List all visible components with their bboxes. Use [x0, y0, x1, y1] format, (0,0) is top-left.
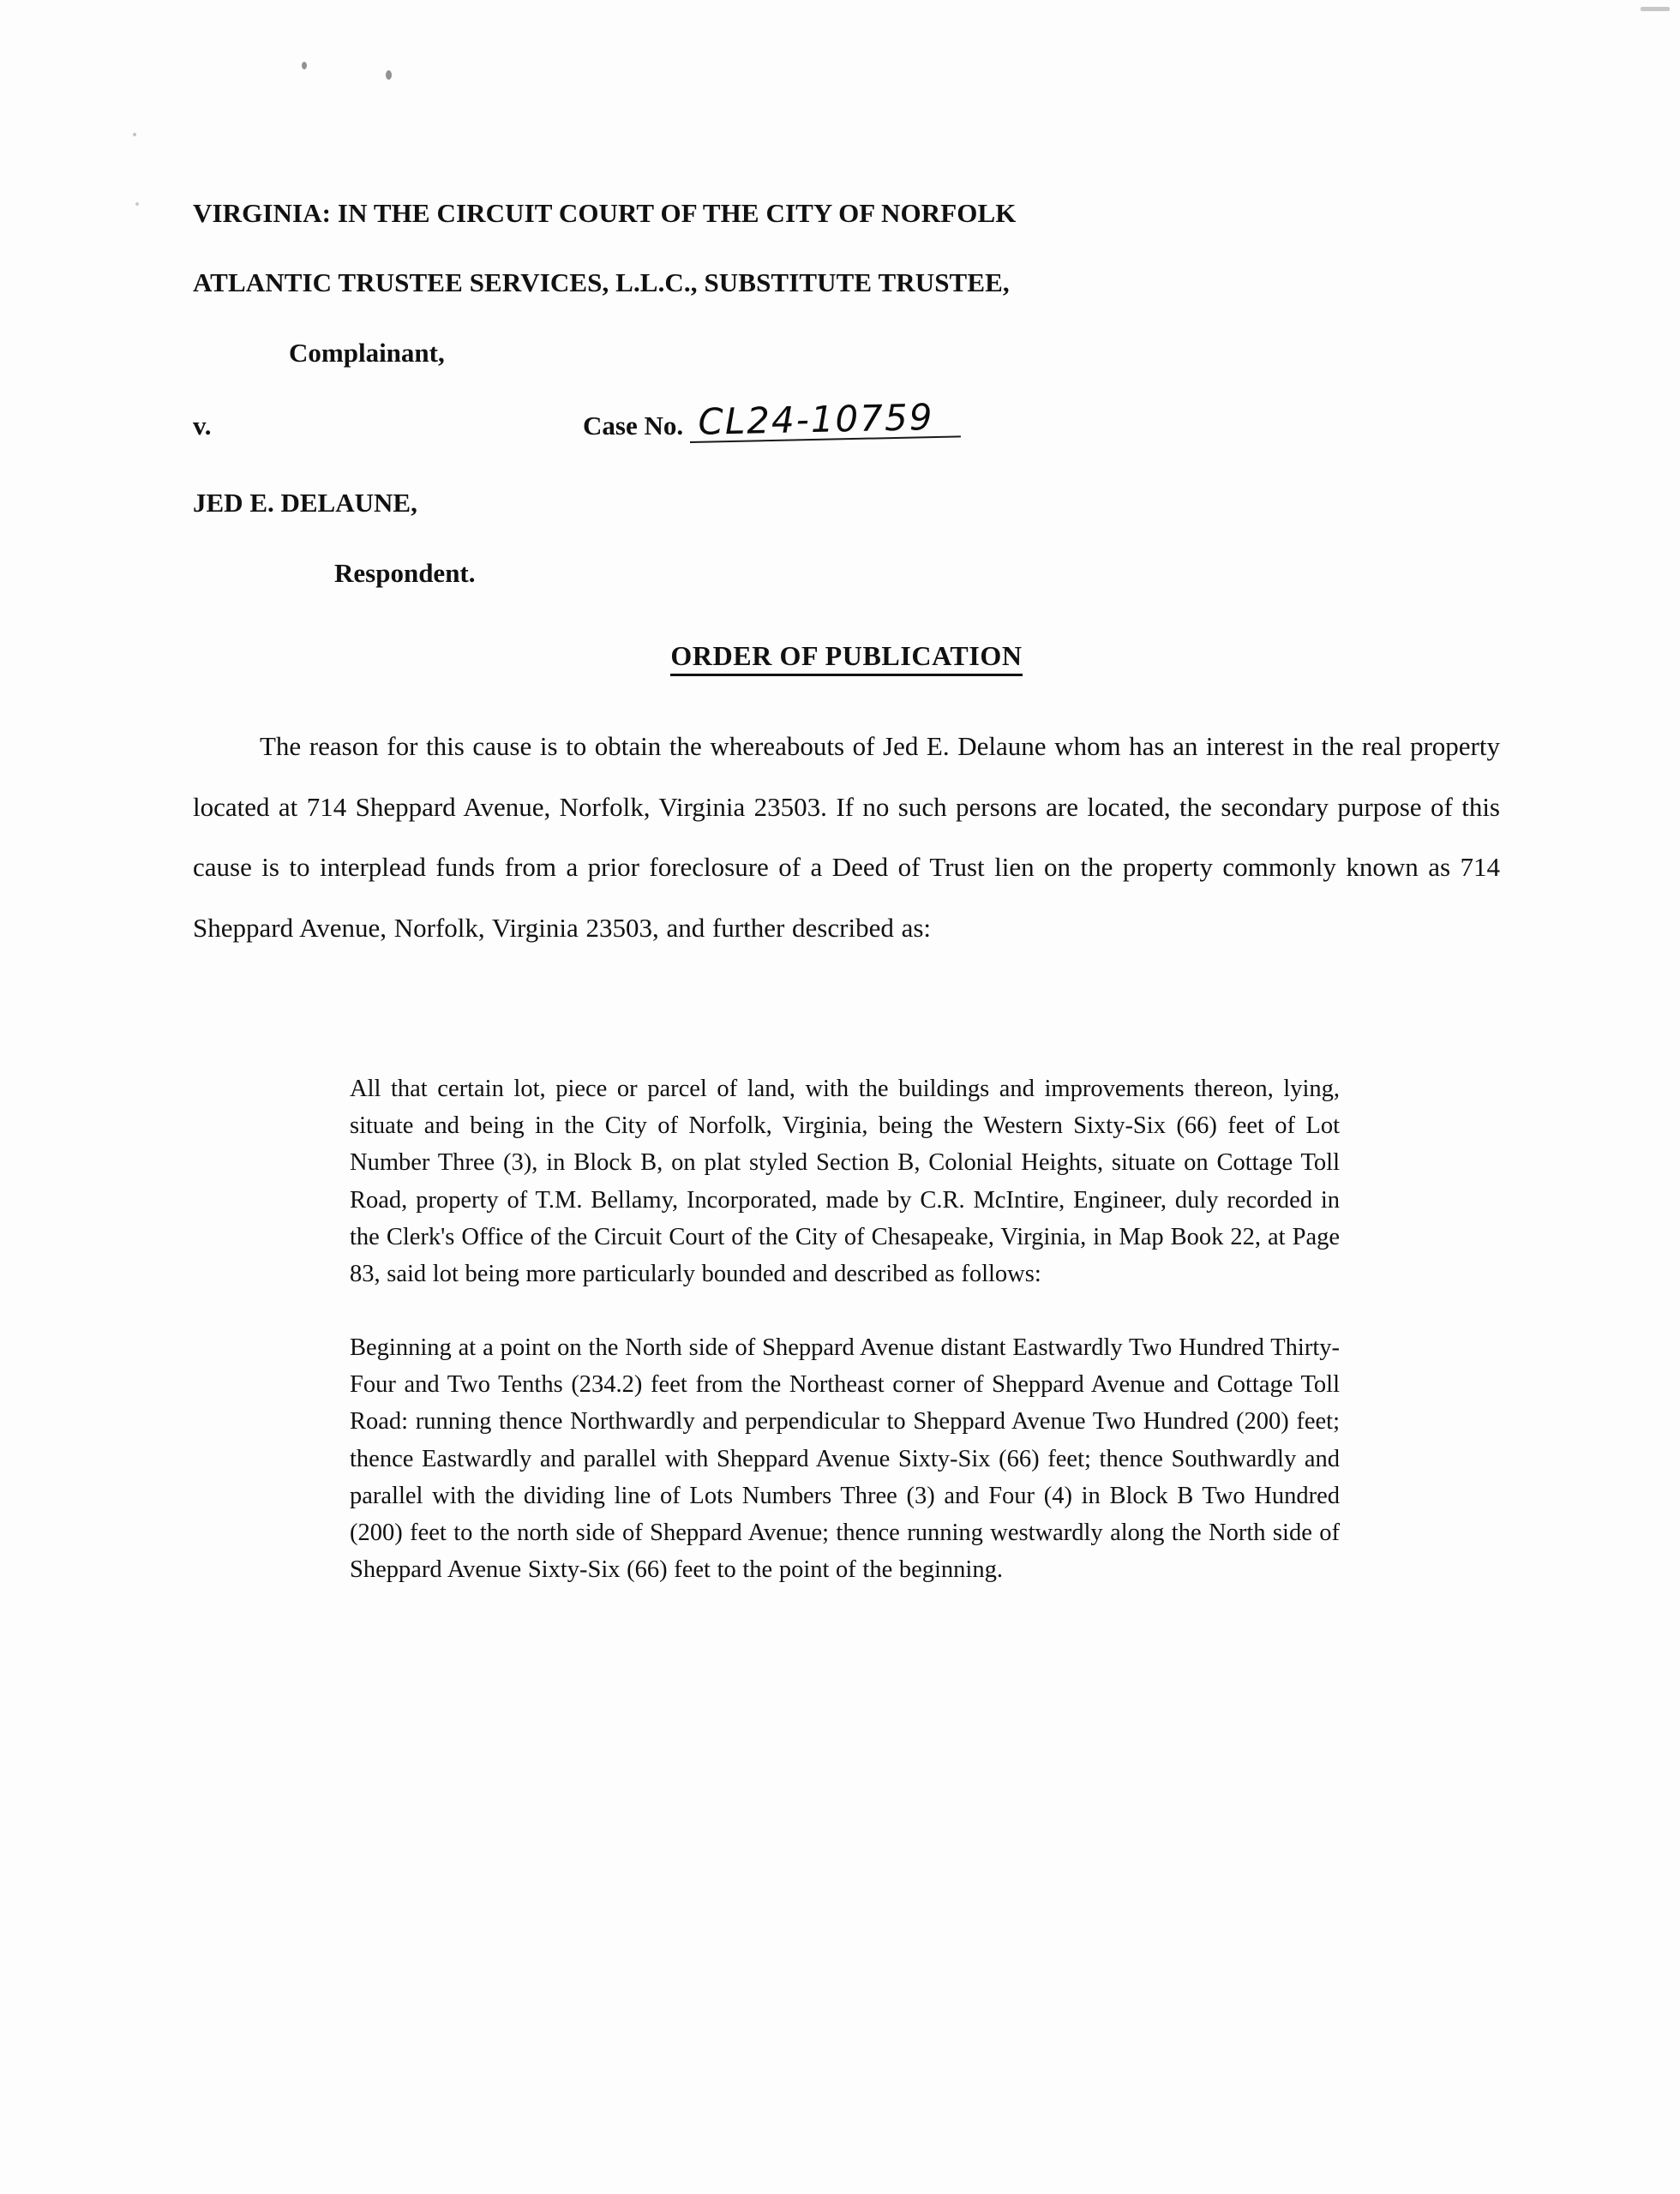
document-title-text: ORDER OF PUBLICATION: [670, 640, 1022, 676]
document-body: [193, 197, 1500, 1589]
court-heading: VIRGINIA: IN THE CIRCUIT COURT OF THE CITY OF NORFOLK: [193, 198, 1017, 228]
case-number-label: Case No.: [583, 411, 684, 441]
legal-description-paragraph-1: All that certain lot, piece or parcel of land, with the buildings and improvements thereon, lying, situate and being in the City of Norfolk, Virginia, being the Western Sixty-Six (66) feet of Lot Number Three (3), in Block B, on plat styled Section B, Colonial Heights, situate on Cottage Toll Road, property of T.M. Bellamy, Incorporated, made by C.R. McIntire, Engineer, duly recorded in the Clerk's Office of the Circuit Court of the City of Chesapeake, Virginia, in Map Book 22, at Page 83, said lot being more particularly bounded and described as follows:: [350, 1075, 1340, 1288]
legal-description-paragraph-2: Beginning at a point on the North side of Sheppard Avenue distant Eastwardly Two Hundred Thirty-Four and Two Tenths (234.2) feet from the Northeast corner of Sheppard Avenue and Cottage Toll Road: running thence Northwardly and perpendicular to Sheppard Avenue Two Hundred (200) feet; thence Eastwardly and parallel with Sheppard Avenue Sixty-Six (66) feet; thence Southwardly and parallel with the dividing line of Lots Numbers Three (3) and Four (4) in Block B Two Hundred (200) feet to the north side of Sheppard Avenue; thence running westwardly along the North side of Sheppard Avenue Sixty-Six (66) feet to the point of the beginning.: [350, 1334, 1340, 1584]
versus-label: v.: [193, 411, 212, 441]
document-title: [193, 640, 1500, 672]
scan-artifact-corner-dash: [1641, 7, 1670, 11]
respondent-role-label: Respondent.: [334, 558, 476, 588]
case-number-handwritten-value: CL24-10759: [689, 401, 961, 443]
complainant-role-label: Complainant,: [289, 338, 445, 369]
scan-speck: [133, 133, 136, 136]
legal-description-block: [350, 1070, 1340, 1589]
respondent-name: JED E. DELAUNE,: [193, 488, 417, 518]
body-paragraph: The reason for this cause is to obtain the whereabouts of Jed E. Delaune whom has an interest in the real property located at 714 Sheppard Avenue, Norfolk, Virginia 23503. If no such persons are located, the secondary purpose of this cause is to interplead funds from a prior foreclosure of a Deed of Trust lien on the property commonly known as 714 Sheppard Avenue, Norfolk, Virginia 23503, and further described as:: [193, 731, 1500, 944]
scan-speck: [135, 202, 139, 206]
scan-speck: [386, 70, 392, 80]
scan-speck: [302, 62, 307, 69]
versus-and-case-number-row: [193, 396, 1500, 444]
complainant-name: ATLANTIC TRUSTEE SERVICES, L.L.C., SUBSTITUTE TRUSTEE,: [193, 267, 1010, 298]
case-number-field: [583, 396, 961, 444]
